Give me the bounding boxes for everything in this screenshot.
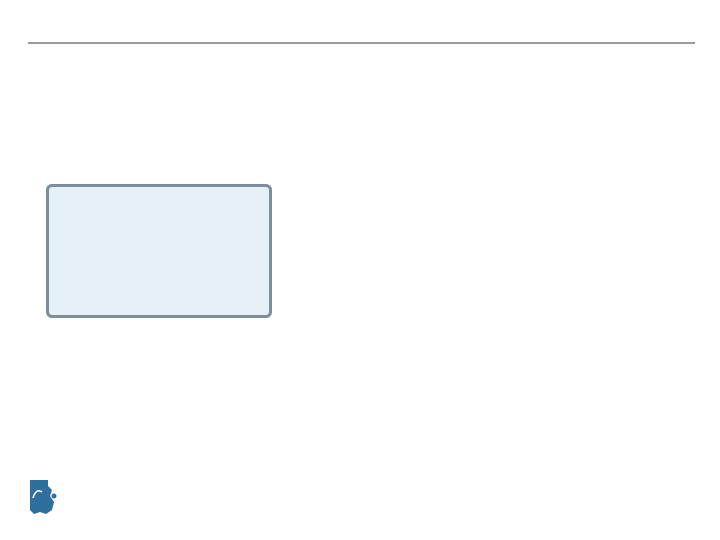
question-callout-box — [46, 184, 272, 318]
rhode-island-map-icon — [30, 480, 57, 514]
ride-logo — [26, 474, 186, 518]
title-divider — [28, 42, 695, 44]
